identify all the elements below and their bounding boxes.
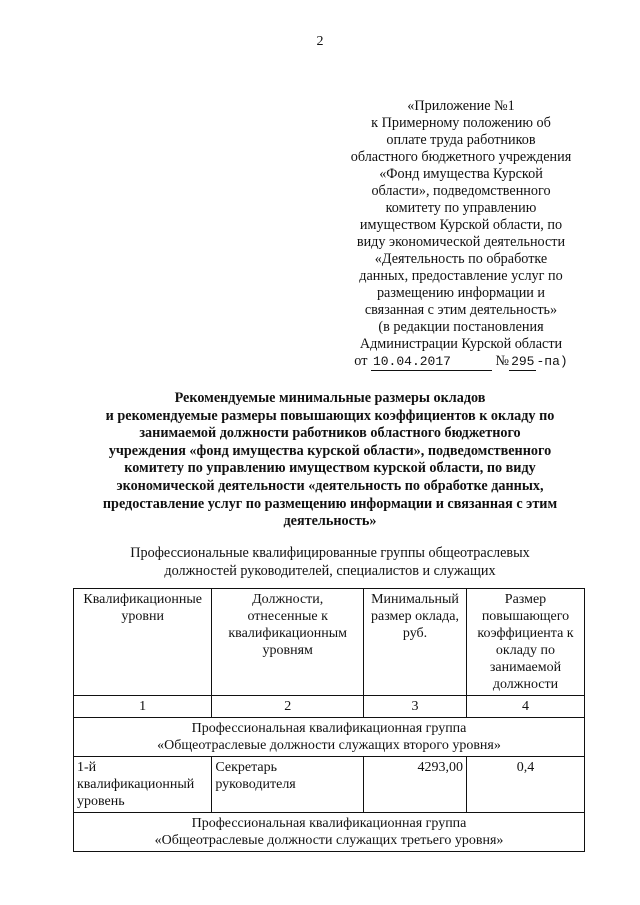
title-line: учреждения «фонд имущества курской области», подведомственного	[108, 442, 552, 459]
resolution-date: 10.04.2017	[371, 353, 492, 371]
group-row	[74, 718, 585, 757]
appendix-line: связанная с этим деятельность»	[364, 302, 558, 318]
appendix-line: (в редакции постановления	[378, 319, 544, 335]
document-title	[60, 390, 600, 531]
column-number: 3	[364, 696, 467, 718]
appendix-line: комитету по управлению	[385, 200, 537, 216]
subtitle-line: Профессиональные квалифицированные группы общеотраслевых	[130, 545, 530, 561]
appendix-line: оплате труда работников	[386, 132, 536, 148]
resolution-number: 295	[511, 354, 535, 369]
appendix-line: «Приложение №1	[407, 98, 515, 114]
header-coefficient: Размер повышающего коэффициента к окладу по занимаемой должности	[466, 589, 584, 696]
header-positions: Должности, отнесенные к квалификационным уровням	[212, 589, 364, 696]
appendix-line: областного бюджетного учреждения	[350, 149, 572, 165]
appendix-line: области», подведомственного	[371, 183, 551, 199]
cell-coefficient: 0,4	[466, 757, 584, 813]
appendix-line: к Примерному положению об	[371, 115, 551, 131]
title-line: занимаемой должности работников областного бюджетного	[139, 425, 521, 442]
title-line: экономической деятельности «деятельность по обработке данных,	[116, 477, 544, 494]
header-min-salary: Минимальный размер оклада, руб.	[364, 589, 467, 696]
column-number-row	[74, 696, 585, 718]
group-heading-third-level: Профессиональная квалификационная группа «Общеотраслевые должности служащих третьего уровня»	[74, 813, 585, 852]
appendix-block	[330, 98, 592, 371]
title-line: деятельность»	[283, 513, 377, 530]
group-heading-second-level: Профессиональная квалификационная группа «Общеотраслевые должности служащих второго уровня»	[74, 718, 585, 757]
appendix-line: «Фонд имущества Курской	[379, 166, 543, 182]
date-prefix: от	[354, 353, 368, 369]
subtitle-line: должностей руководителей, специалистов и служащих	[164, 562, 496, 579]
section-subtitle	[60, 545, 600, 580]
header-levels: Квалификационные уровни	[74, 589, 212, 696]
appendix-line: виду экономической деятельности	[356, 234, 566, 250]
title-line: предоставление услуг по размещению информации и связанная с этим	[102, 495, 558, 512]
cell-level: 1-й квалификационный уровень	[74, 757, 212, 813]
number-prefix: №	[495, 353, 510, 369]
column-number: 2	[212, 696, 364, 718]
table-row	[74, 757, 585, 813]
salary-table	[73, 588, 585, 852]
cell-salary: 4293,00	[364, 757, 467, 813]
group-row	[74, 813, 585, 852]
appendix-line: «Деятельность по обработке	[374, 251, 548, 267]
table-header-row	[74, 589, 585, 696]
resolution-date-line	[330, 353, 592, 371]
appendix-line: данных, предоставление услуг по	[359, 268, 563, 284]
column-number: 1	[74, 696, 212, 718]
column-number: 4	[466, 696, 584, 718]
appendix-line: имуществом Курской области, по	[359, 217, 563, 233]
title-line: комитету по управлению имуществом курской области, по виду	[124, 460, 536, 477]
appendix-line: Администрации Курской области	[359, 336, 563, 352]
title-line: Рекомендуемые минимальные размеры окладов	[174, 390, 486, 406]
appendix-line: размещению информации и	[376, 285, 546, 301]
cell-position: Секретарь руководителя	[212, 757, 364, 813]
title-line: и рекомендуемые размеры повышающих коэффициентов к окладу по	[105, 407, 555, 424]
number-suffix: -па)	[536, 354, 568, 369]
page-number: 2	[316, 34, 324, 49]
